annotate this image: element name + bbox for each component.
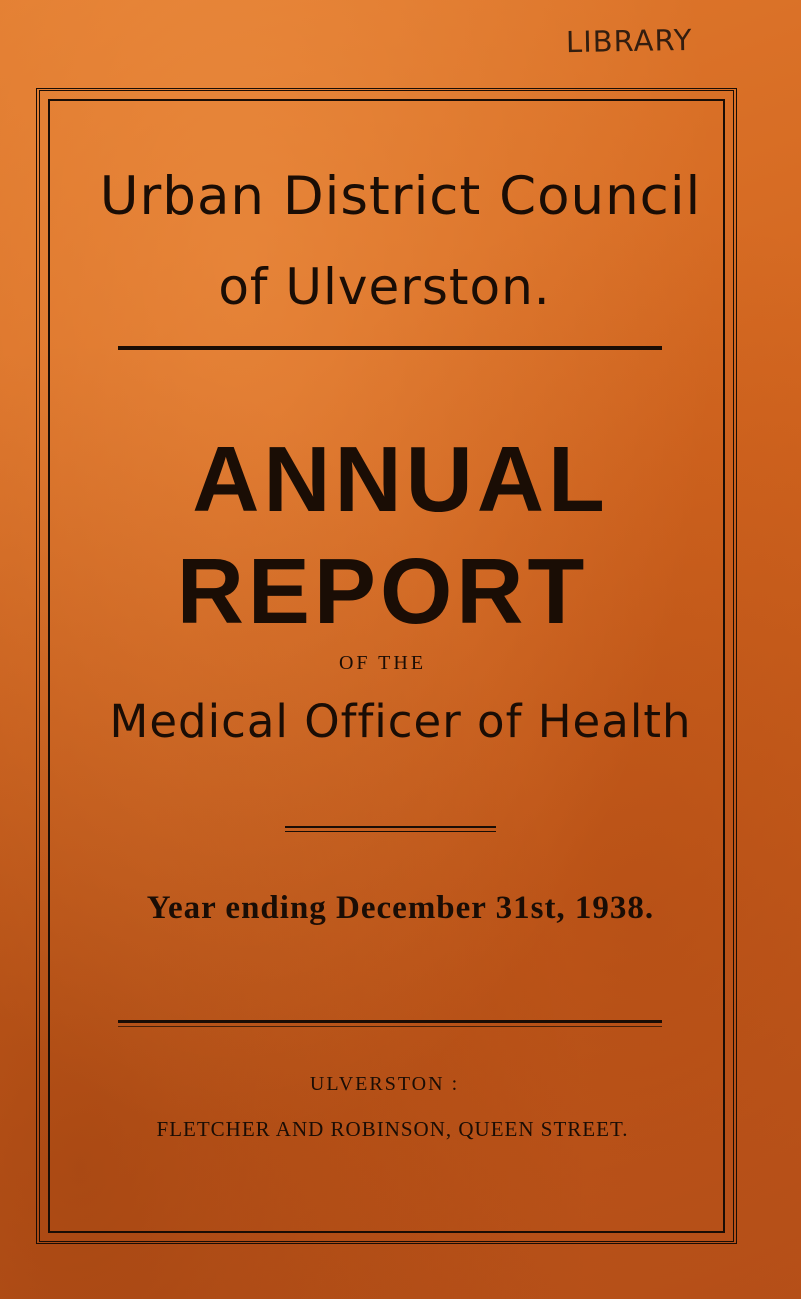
of-the-label: OF THE	[338, 652, 427, 674]
library-stamp: LIBRARY	[565, 22, 693, 60]
subject-title: Medical Officer of Health	[109, 695, 692, 748]
title-divider	[118, 346, 662, 350]
short-divider-underline	[285, 831, 496, 832]
printer-imprint: FLETCHER AND ROBINSON, QUEEN STREET.	[156, 1117, 629, 1141]
report-period: Year ending December 31st, 1938.	[146, 890, 655, 926]
heading-annual: ANNUAL	[192, 427, 609, 531]
short-divider	[285, 826, 496, 828]
council-subtitle: of Ulverston.	[218, 258, 551, 316]
lower-divider-underline	[118, 1026, 662, 1027]
heading-report: REPORT	[176, 539, 589, 643]
publication-place: ULVERSTON :	[309, 1073, 460, 1095]
lower-divider	[118, 1020, 662, 1023]
council-title: Urban District Council	[99, 166, 702, 227]
